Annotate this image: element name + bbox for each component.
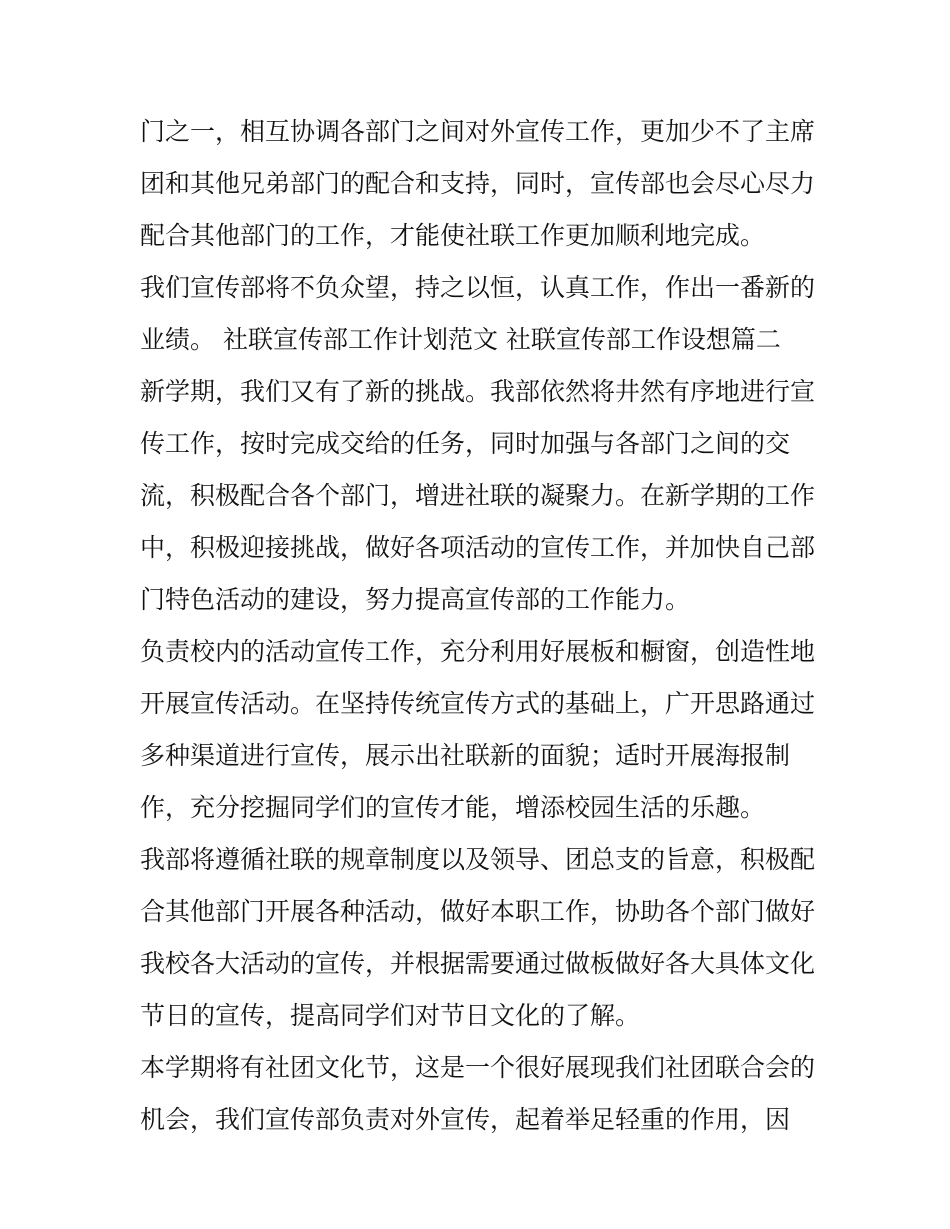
text-line: 传工作，按时完成交给的任务，同时加强与各部门之间的交 [140,429,791,458]
text-line: 业绩。 社联宣传部工作计划范文 社联宣传部工作设想篇二 [140,325,781,354]
text-line: 多种渠道进行宣传，展示出社联新的面貌；适时开展海报制 [140,741,791,770]
text-line: 我们宣传部将不负众望，持之以恒，认真工作，作出一番新的 [140,273,816,302]
text-line: 新学期，我们又有了新的挑战。我部依然将井然有序地进行宣 [140,377,816,406]
text-line: 我部将遵循社联的规章制度以及领导、团总支的旨意，积极配 [140,845,816,874]
text-line: 负责校内的活动宣传工作，充分利用好展板和橱窗，创造性地 [140,637,816,666]
text-line: 门之一，相互协调各部门之间对外宣传工作，更加少不了主席 [140,117,816,146]
text-line: 配合其他部门的工作，才能使社联工作更加顺利地完成。 [140,221,766,250]
text-line: 团和其他兄弟部门的配合和支持，同时，宣传部也会尽心尽力 [140,169,816,198]
text-line: 门特色活动的建设，努力提高宣传部的工作能力。 [140,585,691,614]
text-line: 机会，我们宣传部负责对外宣传，起着举足轻重的作用，因 [140,1105,791,1134]
text-line: 合其他部门开展各种活动，做好本职工作，协助各个部门做好 [140,897,816,926]
text-line: 我校各大活动的宣传，并根据需要通过做板做好各大具体文化 [140,949,816,978]
text-line: 节日的宣传，提高同学们对节日文化的了解。 [140,1001,641,1030]
text-line: 流，积极配合各个部门，增进社联的凝聚力。在新学期的工作 [140,481,816,510]
text-line: 中，积极迎接挑战，做好各项活动的宣传工作，并加快自己部 [140,533,816,562]
text-line: 本学期将有社团文化节，这是一个很好展现我们社团联合会的 [140,1053,816,1082]
text-line: 开展宣传活动。在坚持传统宣传方式的基础上，广开思路通过 [140,689,816,718]
text-line: 作，充分挖掘同学们的宣传才能，增添校园生活的乐趣。 [140,793,766,822]
document-body [140,106,820,1146]
